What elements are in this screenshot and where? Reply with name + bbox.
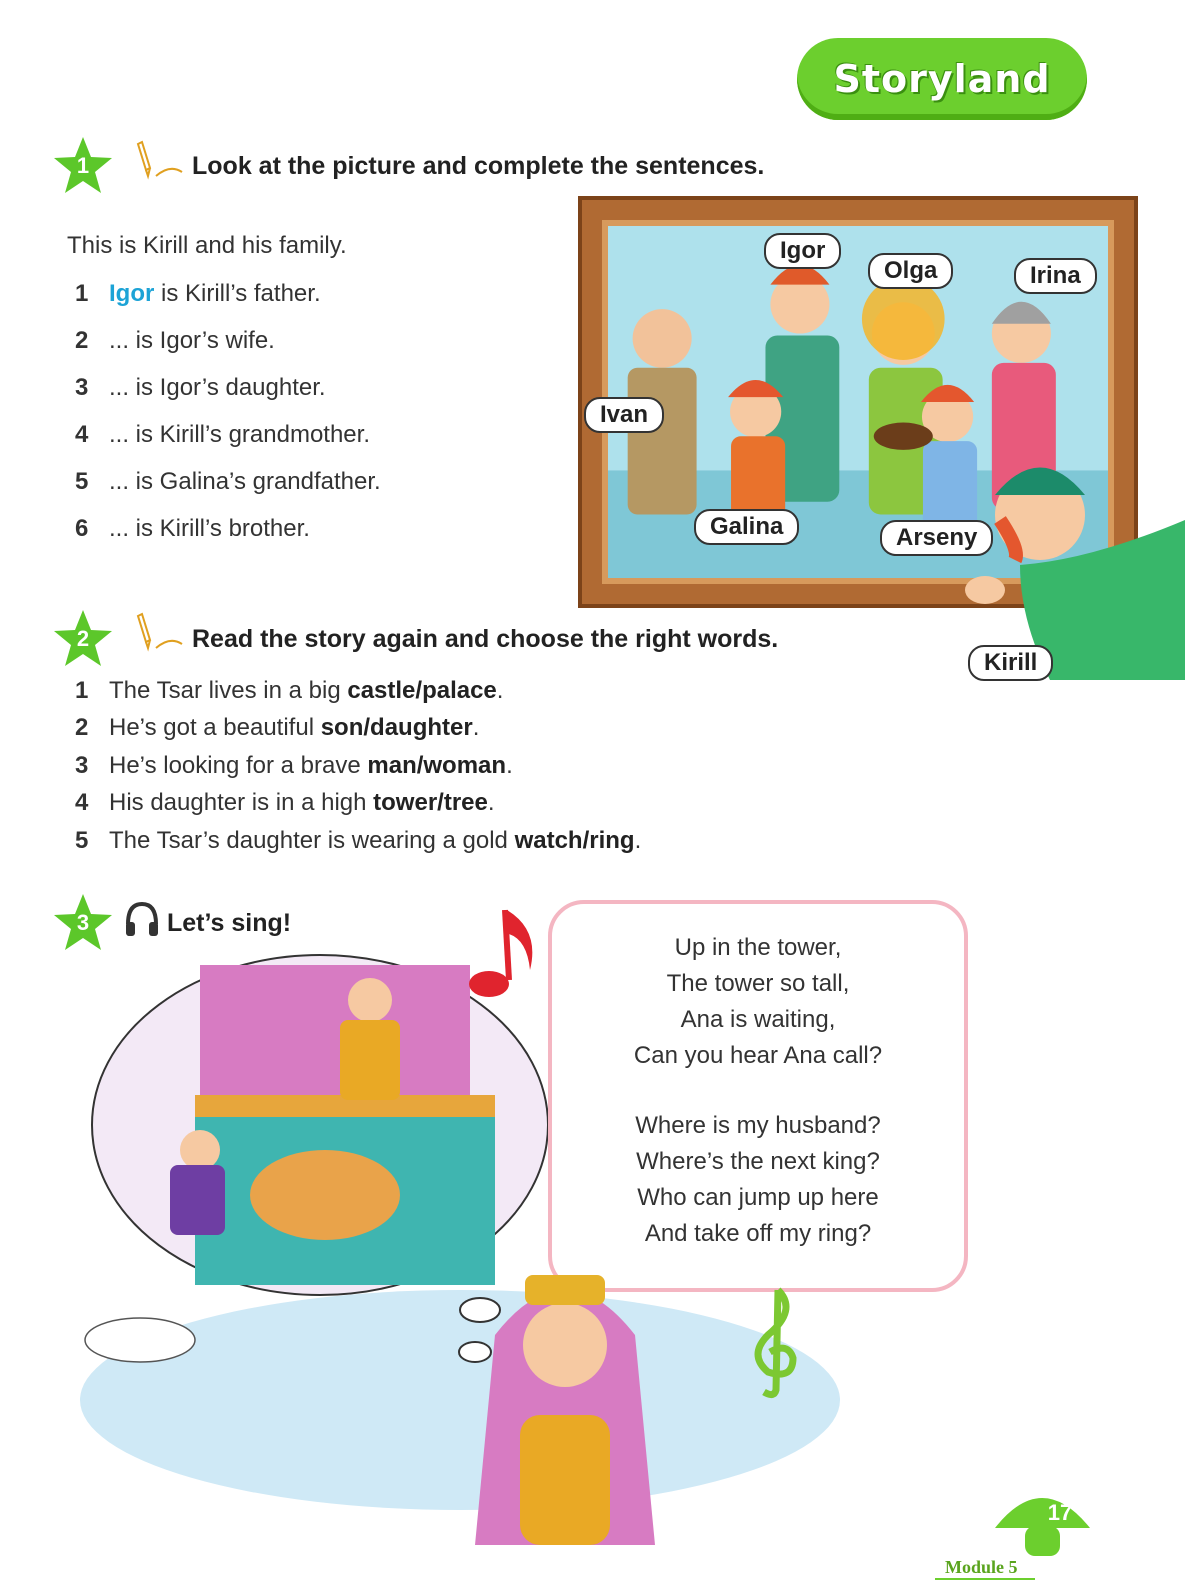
ex1-item (75, 374, 326, 402)
item-number: 3 (75, 374, 89, 401)
item-text: The Tsar’s daughter is wearing a gold (109, 827, 515, 854)
item-number: 2 (75, 714, 89, 741)
exercise-1-title: Look at the picture and complete the sentences. (192, 152, 765, 180)
item-text: ... is Igor’s wife. (109, 327, 275, 354)
label-olga: Olga (868, 253, 953, 289)
item-text: He’s got a beautiful (109, 714, 321, 741)
item-text: ... is Kirill’s grandmother. (109, 421, 370, 448)
ex1-item (75, 468, 381, 496)
treble-clef-icon (728, 1280, 818, 1405)
item-end: . (506, 752, 513, 779)
label-kirill: Kirill (968, 645, 1053, 681)
lyric-line: Where is my husband? (635, 1112, 881, 1139)
label-irina: Irina (1014, 258, 1097, 294)
headphones-icon (124, 900, 160, 945)
page-number: 17 (1047, 1500, 1073, 1525)
word-choice: son/daughter (320, 714, 473, 741)
item-text: is Kirill’s father. (154, 280, 321, 307)
item-text: ... is Kirill’s brother. (109, 515, 310, 542)
module-underline (935, 1578, 1035, 1580)
lyric-line: Who can jump up here (637, 1184, 879, 1211)
label-galina: Galina (694, 509, 799, 545)
item-number: 4 (75, 421, 89, 448)
ex1-item (75, 327, 275, 355)
item-number: 2 (75, 327, 89, 354)
item-end: . (487, 789, 495, 816)
item-number: 1 (75, 280, 89, 307)
storyland-badge (797, 38, 1087, 120)
kirill-figure (960, 440, 1185, 680)
item-text: The Tsar lives in a big (109, 677, 348, 704)
lyric-line: Where’s the next king? (636, 1148, 880, 1175)
word-choice: tower/tree (373, 789, 488, 816)
lyric-line: The tower so tall, (666, 970, 850, 997)
item-number: 5 (75, 468, 89, 495)
word-choice: watch/ring (514, 827, 635, 854)
lyric-line: And take off my ring? (644, 1220, 872, 1247)
lyric-line: Ana is waiting, (680, 1006, 836, 1033)
item-number: 5 (75, 827, 89, 854)
item-number: 4 (75, 789, 89, 816)
sky-background (80, 1280, 840, 1560)
lyric-line: Up in the tower, (674, 934, 842, 961)
label-igor: Igor (764, 233, 841, 269)
item-text: ... is Galina’s grandfather. (109, 468, 381, 495)
exercise-1-star (52, 135, 114, 197)
item-end: . (472, 714, 480, 741)
item-number: 3 (75, 752, 89, 779)
ex2-item (75, 714, 479, 742)
pencil-icon (130, 138, 186, 187)
lyric-line: Can you hear Ana call? (633, 1042, 883, 1069)
label-arseny: Arseny (880, 520, 993, 556)
ex2-item (75, 827, 641, 855)
answer-text: Igor (109, 280, 155, 307)
ex1-item (75, 280, 321, 308)
item-text: ... is Igor’s daughter. (109, 374, 326, 401)
pencil-icon (130, 610, 186, 659)
verse-gap (552, 1074, 964, 1108)
exercise-3-title: Let’s sing! (167, 909, 292, 937)
exercise-1-number: 1 (76, 153, 90, 178)
word-choice: castle/palace (347, 677, 497, 704)
princess-figure (465, 1245, 665, 1545)
exercise-2-star (52, 608, 114, 670)
label-ivan: Ivan (584, 397, 664, 433)
exercise-2-number: 2 (76, 626, 90, 651)
ex2-item (75, 677, 503, 705)
ex1-item (75, 515, 310, 543)
ex2-item (75, 789, 495, 817)
exercise-2-title: Read the story again and choose the right words. (192, 625, 779, 653)
item-number: 1 (75, 677, 89, 704)
ex1-item (75, 421, 370, 449)
badge-title: Storyland (833, 57, 1051, 101)
item-end: . (496, 677, 504, 704)
item-number: 6 (75, 515, 89, 542)
song-lyrics-box (548, 900, 968, 1292)
music-note-icon (445, 900, 545, 1015)
item-text: His daughter is in a high (109, 789, 374, 816)
item-text: He’s looking for a brave (109, 752, 368, 779)
item-end: . (634, 827, 642, 854)
ex2-item (75, 752, 513, 780)
exercise-3-number: 3 (76, 910, 90, 935)
exercise-1-intro: This is Kirill and his family. (67, 232, 347, 259)
word-choice: man/woman (367, 752, 507, 779)
module-label: Module 5 (945, 1557, 1018, 1577)
